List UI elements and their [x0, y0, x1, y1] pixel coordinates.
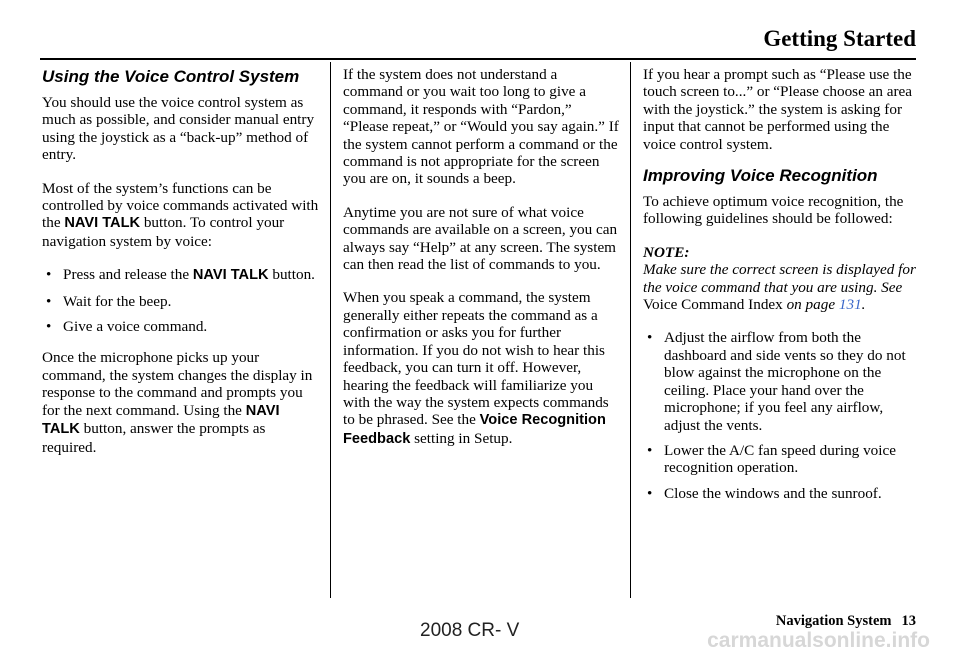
note-label: NOTE:	[643, 243, 690, 261]
footer-section	[776, 613, 916, 630]
paragraph	[42, 180, 320, 251]
page-title: Getting Started	[763, 26, 916, 51]
footer-section-label: Navigation System	[775, 613, 892, 629]
paragraph: If the system does not understand a command or you wait too long to give a command, it responds with “Pardon,” “Please repeat,” or “Would you say again.” If the system cannot perform a command or the command is not appropriate for the screen you are on, it sounds a beep.	[343, 66, 619, 188]
column-1	[42, 66, 320, 472]
paragraph	[42, 349, 320, 455]
text: Most of the system’s functions can be controlled by voice commands activated with the	[42, 179, 319, 232]
text: button. To control your navigation system by voice:	[42, 214, 285, 250]
text: Press and release the	[63, 266, 193, 284]
button-keyword: NAVI TALK	[64, 215, 141, 232]
footer-model: 2008 CR- V	[420, 620, 520, 641]
page-number: 13	[901, 613, 916, 629]
button-keyword: NAVI TALK	[192, 267, 269, 284]
list-item: • Lower the A/C fan speed during voice recognition operation.	[643, 442, 919, 477]
watermark: carmanualsonline.info	[707, 629, 930, 652]
setting-keyword: Voice Recognition Feedback	[343, 412, 606, 447]
paragraph: If you hear a prompt such as “Please use the touch screen to...” or “Please choose an area with the joystick.” the system is asking for input that cannot be performed using the voice control system.	[643, 66, 913, 153]
bullet-list	[643, 329, 919, 502]
text: .	[861, 296, 866, 314]
cross-reference: Voice Command Index	[643, 296, 783, 314]
text: Make sure the correct screen is displayed for the voice command that you are using. See	[643, 261, 916, 296]
text: Once the microphone picks up your command, the system changes the display in response to the command and prompts you for the next command. Using the	[42, 349, 313, 419]
bullet-list	[42, 266, 320, 335]
column-divider	[630, 62, 631, 598]
paragraph: Anytime you are not sure of what voice commands are available on a screen, you can always say “Help” at any screen. The system can then read the list of commands to you.	[343, 203, 618, 274]
paragraph: To achieve optimum voice recognition, the following guidelines should be followed:	[643, 193, 904, 228]
header-rule	[40, 58, 916, 60]
button-keyword: NAVI TALK	[42, 402, 280, 438]
column-3	[643, 66, 919, 516]
list-item: • Adjust the airflow from both the dashboard and side vents so they do not blow against the microphone on the ceiling. Place your hand over the microphone; if you feel any airflow, adjust the vents.	[643, 329, 919, 433]
list-item: • Give a voice command.	[42, 318, 320, 335]
text: button, answer the prompts as required.	[42, 420, 266, 456]
list-item: • Close the windows and the sunroof.	[643, 485, 919, 502]
paragraph	[343, 289, 619, 448]
note-text	[643, 261, 919, 313]
column-2	[343, 66, 619, 464]
text: on page	[782, 296, 839, 314]
section-heading: Improving Voice Recognition	[643, 166, 878, 186]
list-item: • Wait for the beep.	[42, 293, 320, 310]
text: setting in Setup.	[410, 429, 513, 447]
page-link[interactable]: 131	[838, 296, 862, 314]
column-divider	[330, 62, 331, 598]
section-heading: Using the Voice Control System	[42, 67, 300, 86]
text: When you speak a command, the system generally either repeats the command as a confirmation or asks you for further information. If you do not wish to hear this feedback, you can turn it off. However, hearing the feedback will familiarize you with the way the system expects commands to be phrased. See the	[343, 289, 609, 429]
text: button.	[268, 266, 315, 284]
list-item	[42, 266, 320, 284]
paragraph: You should use the voice control system as much as possible, and consider manual entry using the joystick as a “back-up” method of entry.	[42, 94, 315, 164]
